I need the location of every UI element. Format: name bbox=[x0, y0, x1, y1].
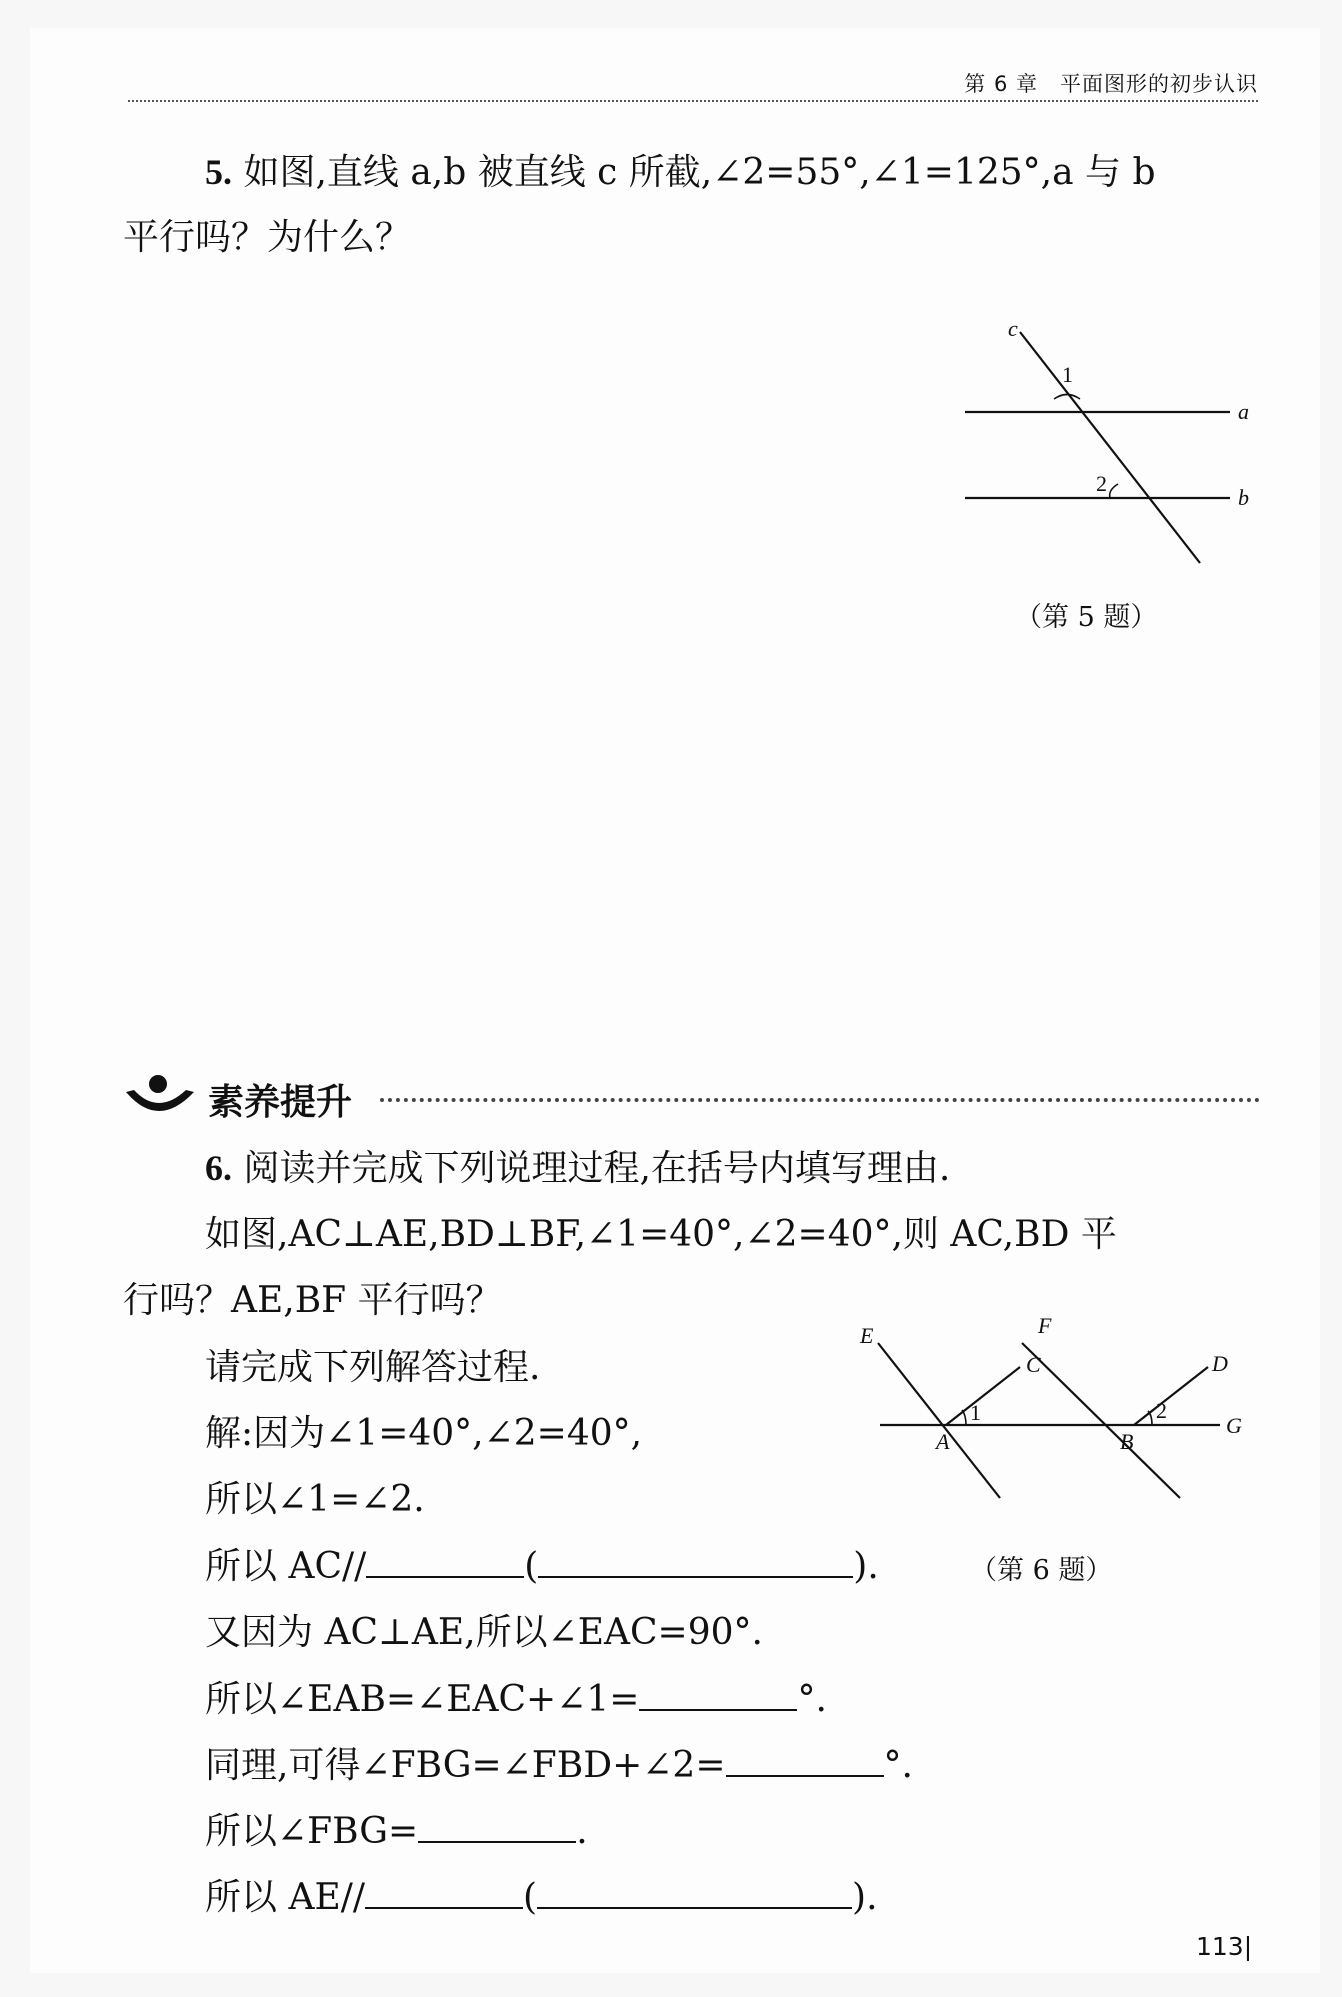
chapter-header: 第 6 章 平面图形的初步认识 bbox=[964, 72, 1258, 96]
label-2: 2 bbox=[1096, 471, 1107, 496]
q6-step7-period: . bbox=[576, 1811, 588, 1852]
answer-blank-eab[interactable] bbox=[639, 1679, 797, 1711]
q6-step8-text: 所以 AE// bbox=[205, 1877, 365, 1918]
q6-figure bbox=[850, 1305, 1250, 1525]
label-A: A bbox=[936, 1429, 950, 1454]
section-smile-icon bbox=[122, 1068, 200, 1128]
q6-step5-degree: °. bbox=[797, 1679, 827, 1720]
q6-intro bbox=[205, 1136, 950, 1201]
q6-step8-open-paren: ( bbox=[522, 1877, 538, 1918]
label-B: B bbox=[1120, 1429, 1134, 1454]
label-F: F bbox=[1038, 1313, 1052, 1338]
answer-blank-fbg-equals[interactable] bbox=[418, 1811, 576, 1843]
ray-ac bbox=[946, 1367, 1020, 1425]
q6-step8 bbox=[205, 1866, 878, 1930]
label-D: D bbox=[1212, 1351, 1228, 1376]
q6-step3-open-paren: ( bbox=[524, 1546, 539, 1587]
q6-step5 bbox=[205, 1668, 827, 1732]
q6-figure-caption: （第 6 题） bbox=[970, 1555, 1113, 1586]
q6-step3 bbox=[205, 1535, 879, 1599]
label-G: G bbox=[1226, 1413, 1242, 1438]
q5-line1 bbox=[205, 140, 1156, 205]
q6-step5-text: 所以∠EAB=∠EAC+∠1= bbox=[205, 1679, 640, 1720]
q5-figure bbox=[950, 320, 1270, 590]
q6-step6-degree: °. bbox=[883, 1745, 913, 1786]
answer-blank-reason-1[interactable] bbox=[538, 1546, 853, 1578]
header-dotted-rule bbox=[128, 100, 1258, 102]
label-c: c bbox=[1008, 320, 1018, 341]
label-b: b bbox=[1238, 485, 1249, 510]
answer-blank-parallel-2[interactable] bbox=[365, 1877, 523, 1909]
q6-step7-text: 所以∠FBG= bbox=[205, 1811, 419, 1852]
q5-number: 5. bbox=[205, 152, 232, 192]
label-E: E bbox=[860, 1323, 874, 1348]
q6-intro-text: 阅读并完成下列说理过程,在括号内填写理由. bbox=[243, 1148, 951, 1189]
label-C: C bbox=[1026, 1352, 1041, 1377]
angle-1-arc bbox=[962, 1410, 966, 1425]
q6-prompt: 请完成下列解答过程. bbox=[205, 1347, 541, 1388]
q6-step8-close-paren: ). bbox=[852, 1877, 878, 1918]
q5-text-line2: 平行吗？为什么？ bbox=[123, 217, 412, 258]
q6-step2: 所以∠1=∠2. bbox=[205, 1479, 425, 1520]
angle-2-arc bbox=[1110, 484, 1118, 498]
q6-step3-text: 所以 AC// bbox=[205, 1546, 367, 1587]
q6-step4: 又因为 AC⊥AE,所以∠EAC=90°. bbox=[205, 1612, 763, 1653]
label-2: 2 bbox=[1156, 1398, 1167, 1423]
q5-figure-caption: （第 5 题） bbox=[1015, 602, 1158, 633]
label-1: 1 bbox=[970, 1400, 981, 1425]
angle-1-arc bbox=[1054, 395, 1080, 400]
answer-blank-fbg[interactable] bbox=[726, 1745, 884, 1777]
label-a: a bbox=[1238, 399, 1249, 424]
section-title: 素养提升 bbox=[208, 1082, 353, 1123]
q5-text-line1: 如图,直线 a,b 被直线 c 所截,∠2=55°,∠1=125°,a 与 b bbox=[243, 152, 1156, 193]
answer-blank-parallel-1[interactable] bbox=[366, 1546, 524, 1578]
q6-condition-line1: 如图,AC⊥AE,BD⊥BF,∠1=40°,∠2=40°,则 AC,BD 平 bbox=[205, 1214, 1117, 1255]
line-ea bbox=[878, 1343, 1000, 1498]
ray-bd bbox=[1134, 1367, 1208, 1425]
q6-step7 bbox=[205, 1800, 588, 1864]
answer-blank-reason-2[interactable] bbox=[537, 1877, 852, 1909]
q6-step6-text: 同理,可得∠FBG=∠FBD+∠2= bbox=[205, 1745, 726, 1786]
q6-number: 6. bbox=[205, 1148, 232, 1188]
q6-step6 bbox=[205, 1734, 913, 1798]
q6-step3-close-paren: ). bbox=[853, 1546, 879, 1587]
q6-step1: 解:因为∠1=40°,∠2=40°, bbox=[205, 1413, 643, 1454]
q6-condition-line2: 行吗？AE,BF 平行吗？ bbox=[123, 1280, 502, 1321]
section-dotted-rule bbox=[380, 1098, 1260, 1102]
label-1: 1 bbox=[1062, 362, 1073, 387]
page-number: 113| bbox=[1196, 1932, 1253, 1961]
line-c bbox=[1020, 332, 1200, 563]
